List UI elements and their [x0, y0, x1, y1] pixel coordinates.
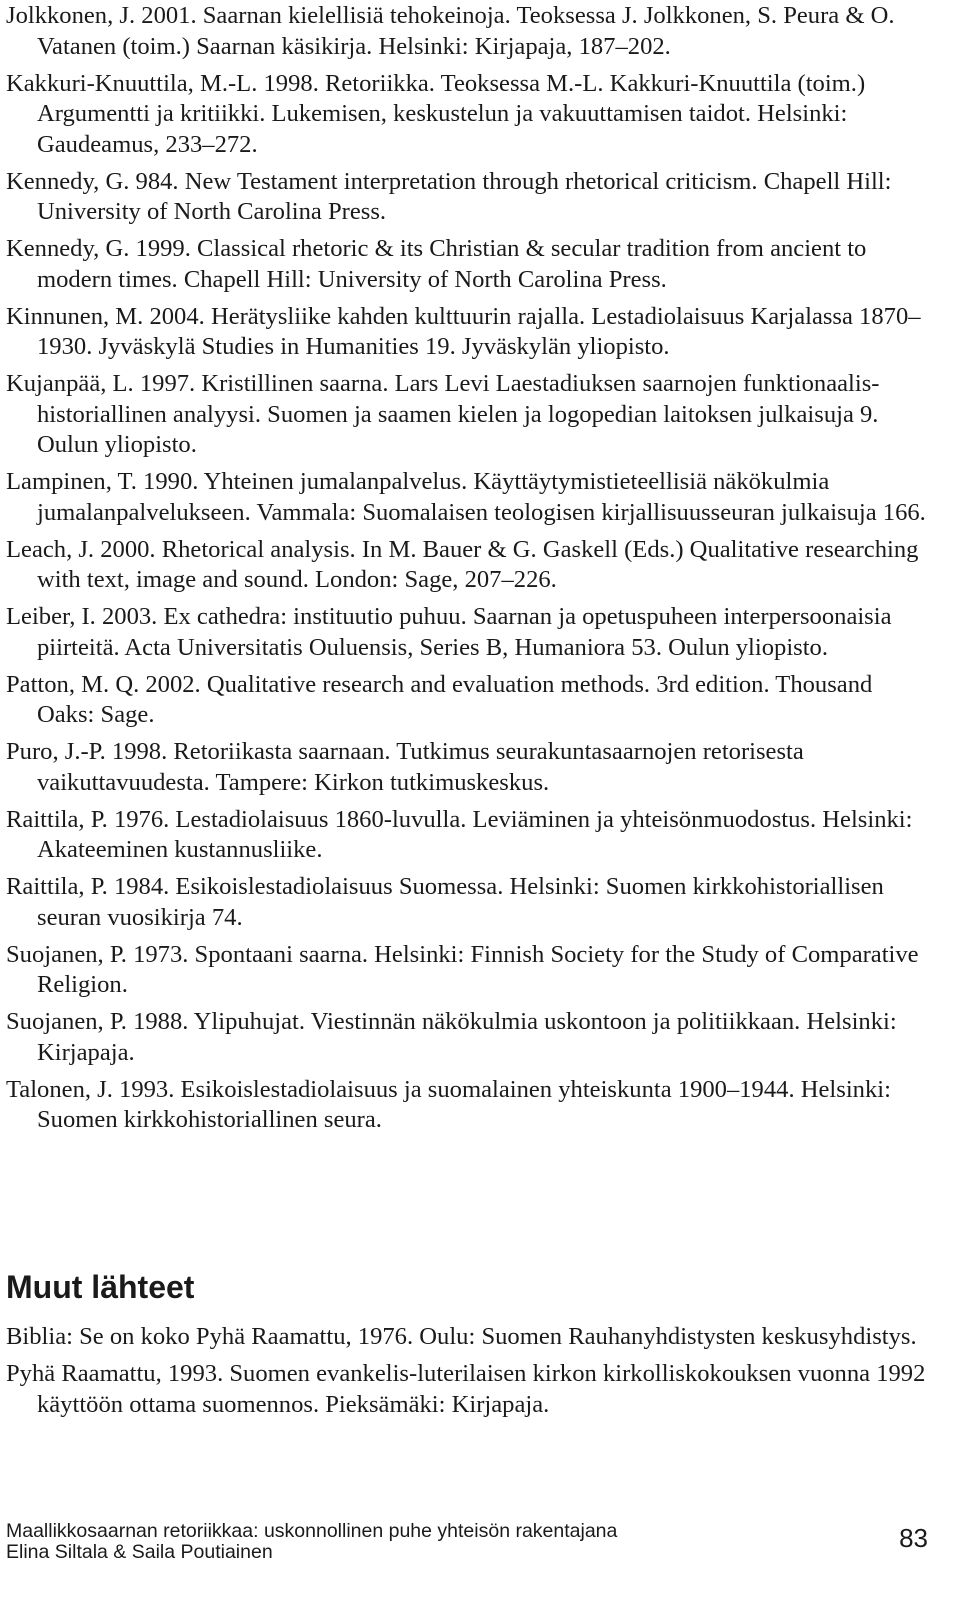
section-heading-other-sources: Muut lähteet: [6, 1269, 195, 1305]
page-footer: [6, 1521, 930, 1611]
reference-entry: Jolkkonen, J. 2001. Saarnan kielellisiä tehokeinoja. Teoksessa J. Jolkkonen, S. Peura & O. Vatanen (toim.) Saarnan käsikirja. Helsinki: Kirjapaja, 187–202.: [6, 2, 895, 60]
reference-list: [6, 1, 934, 1142]
reference-entry: Raittila, P. 1976. Lestadiolaisuus 1860-luvulla. Leviäminen ja yhteisönmuodostus. Helsinki: Akateeminen kustannusliike.: [6, 805, 913, 863]
reference-entry: Lampinen, T. 1990. Yhteinen jumalanpalvelus. Käyttäytymistieteellisiä näkökulmia jumalanpalvelukseen. Vammala: Suomalaisen teologisen kirjallisuusseuran julkaisuja 166.: [6, 468, 926, 526]
reference-entry: Kujanpää, L. 1997. Kristillinen saarna. Lars Levi Laestadiuksen saarnojen funktionaalis-historiallinen analyysi. Suomen ja saamen kielen ja logopedian laitoksen julkaisuja 9. Oulun yliopisto.: [6, 370, 880, 458]
reference-entry: Puro, J.-P. 1998. Retoriikasta saarnaan. Tutkimus seurakuntasaarnojen retorisesta vaikuttavuudesta. Tampere: Kirkon tutkimuskeskus.: [6, 738, 804, 796]
reference-entry: Kinnunen, M. 2004. Herätysliike kahden kulttuurin rajalla. Lestadiolaisuus Karjalassa 1870–1930. Jyväskylä Studies in Humanities 19. Jyväskylän yliopisto.: [6, 302, 921, 360]
reference-entry: Kakkuri-Knuuttila, M.-L. 1998. Retoriikka. Teoksessa M.-L. Kakkuri-Knuuttila (toim.) Argumentti ja kritiikki. Lukemisen, keskustelun ja vakuuttamisen taidot. Helsinki: Gaudeamus, 233–272.: [6, 69, 866, 158]
page-number: 83: [899, 1523, 928, 1553]
reference-entry: Kennedy, G. 984. New Testament interpretation through rhetorical criticism. Chapell Hill: University of North Carolina Press.: [6, 167, 892, 225]
reference-entry: Suojanen, P. 1988. Ylipuhujat. Viestinnän näkökulmia uskontoon ja politiikkaan. Helsinki: Kirjapaja.: [6, 1008, 897, 1066]
reference-entry: Suojanen, P. 1973. Spontaani saarna. Helsinki: Finnish Society for the Study of Comparative Religion.: [6, 940, 919, 998]
reference-entry: Leach, J. 2000. Rhetorical analysis. In M. Bauer & G. Gaskell (Eds.) Qualitative researching with text, image and sound. London: Sage, 207–226.: [6, 535, 919, 593]
reference-entry: Raittila, P. 1984. Esikoislestadiolaisuus Suomessa. Helsinki: Suomen kirkkohistoriallisen seuran vuosikirja 74.: [6, 873, 884, 931]
reference-entry: Patton, M. Q. 2002. Qualitative research and evaluation methods. 3rd edition. Thousand Oaks: Sage.: [6, 670, 873, 728]
other-sources-list: [6, 1322, 934, 1427]
footer-authors: Elina Siltala & Saila Poutiainen: [6, 1541, 273, 1563]
footer-book-title: Maallikkosaarnan retoriikkaa: uskonnollinen puhe yhteisön rakentajana: [6, 1520, 618, 1542]
reference-entry: Leiber, I. 2003. Ex cathedra: instituutio puhuu. Saarnan ja opetuspuheen interpersoonaisia piirteitä. Acta Universitatis Ouluensis, Series B, Humaniora 53. Oulun yliopisto.: [6, 603, 892, 661]
other-source-entry: Biblia: Se on koko Pyhä Raamattu, 1976. Oulu: Suomen Rauhanyhdistysten keskusyhdistys.: [6, 1323, 917, 1350]
other-source-entry: Pyhä Raamattu, 1993. Suomen evankelis-luterilaisen kirkon kirkolliskokouksen vuonna 1992 käyttöön ottama suomennos. Pieksämäki: Kirjapaja.: [6, 1360, 926, 1418]
reference-entry: Talonen, J. 1993. Esikoislestadiolaisuus ja suomalainen yhteiskunta 1900–1944. Helsinki: Suomen kirkkohistoriallinen seura.: [6, 1075, 891, 1133]
reference-entry: Kennedy, G. 1999. Classical rhetoric & its Christian & secular tradition from ancient to modern times. Chapell Hill: University of North Carolina Press.: [6, 235, 867, 293]
